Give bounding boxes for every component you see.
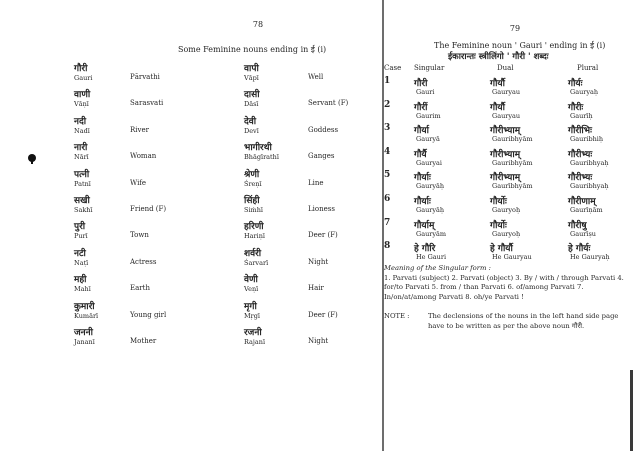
plural-form-devanagari: गौरीभिः — [568, 126, 592, 137]
noun-roman: Vāṇī — [74, 100, 89, 109]
noun-meaning: Town — [130, 231, 149, 240]
meaning-text: 1. Parvati (subject) 2. Parvati (object) 3. By / with / through Parvati 4. for/to Parvati 5. from / than Parvati 6. of/among Parvati 7. In/on/at/among Parvati 8. oh/ye Parvati ! — [384, 273, 624, 301]
singular-form-roman: Gauryāḥ — [416, 206, 445, 214]
right-page-heading: The Feminine noun ' Gauri ' ending in ई (i) — [434, 41, 606, 50]
noun-devanagari: सिंही — [244, 196, 260, 206]
noun-meaning: Wife — [130, 178, 147, 187]
case-number: 7 — [384, 217, 391, 228]
noun-devanagari: शर्वरी — [244, 248, 262, 259]
singular-form-roman: Gauri — [416, 88, 435, 96]
plural-form-devanagari: हे गौर्यः — [568, 244, 591, 255]
noun-meaning: Line — [308, 178, 324, 187]
plural-form-devanagari: गौरीभ्यः — [568, 173, 593, 184]
noun-devanagari: पुरी — [74, 222, 86, 233]
noun-meaning: Deer (F) — [308, 310, 338, 319]
dual-form-roman: Gaurībhyām — [492, 182, 533, 191]
noun-meaning: Hair — [308, 284, 324, 293]
case-number: 3 — [384, 123, 391, 134]
noun-roman: Bhāgīrathī — [244, 153, 279, 162]
case-number: 4 — [384, 146, 391, 157]
singular-form-roman: Gauryām — [416, 229, 447, 238]
noun-meaning: Earth — [130, 284, 150, 293]
plural-form-devanagari: गौरीषु — [568, 220, 587, 231]
noun-devanagari: कुमारी — [74, 301, 95, 312]
dual-form-devanagari: गौरीभ्याम् — [490, 173, 521, 184]
noun-meaning: Night — [308, 257, 329, 266]
noun-meaning: Goddess — [308, 125, 339, 134]
noun-roman: Siṁhī — [244, 206, 263, 214]
noun-devanagari: श्रेणी — [244, 169, 260, 180]
devanagari-heading: ईकारान्तः स्त्रीलिंगो ' गौरी ' शब्दः — [448, 52, 549, 62]
noun-roman: Purī — [74, 232, 88, 241]
singular-form-devanagari: गौरी — [414, 79, 428, 89]
meaning-section — [384, 264, 636, 302]
case-number: 1 — [384, 76, 391, 86]
left-page-heading: Some Feminine nouns ending in ई (i) — [178, 45, 327, 54]
note-section — [384, 312, 636, 331]
dual-form-devanagari: गौर्यौ — [490, 102, 505, 113]
header-case: Case — [384, 64, 402, 72]
noun-roman: Devī — [244, 126, 259, 135]
noun-devanagari: सखी — [74, 196, 90, 206]
singular-form-roman: Gauryā — [416, 135, 440, 144]
page-number-78: 78 — [252, 20, 264, 29]
noun-roman: Mṛgī — [244, 311, 261, 320]
dual-form-devanagari: गौरीभ्याम् — [490, 149, 521, 160]
right-page — [384, 0, 638, 451]
noun-meaning: Night — [308, 337, 329, 345]
meaning-title: Meaning of the Singular form : — [384, 264, 491, 272]
noun-meaning: Servant (F) — [308, 99, 349, 108]
noun-roman: Dāsī — [244, 100, 259, 109]
noun-meaning: Young girl — [130, 310, 167, 319]
noun-roman: Nārī — [74, 153, 89, 162]
dual-form-devanagari: गौर्यौ — [490, 79, 505, 89]
noun-roman: Patnī — [74, 179, 91, 188]
noun-meaning: Lioness — [308, 205, 335, 213]
noun-devanagari: नदी — [74, 116, 87, 127]
header-dual: Dual — [497, 64, 514, 72]
dual-form-devanagari: हे गौर्यौ — [490, 244, 513, 255]
noun-roman: Rajanī — [244, 338, 266, 346]
note-label: NOTE : — [384, 312, 410, 320]
noun-devanagari: नारी — [74, 143, 88, 154]
singular-form-devanagari: गौर्यै — [414, 149, 427, 160]
dual-form-devanagari: गौर्योः — [490, 197, 507, 207]
noun-roman: Śreṇī — [244, 179, 262, 188]
noun-devanagari: पत्नी — [74, 169, 90, 180]
plural-form-roman: Gaurīḥ — [570, 111, 593, 120]
case-number: 6 — [384, 194, 391, 204]
noun-meaning: Well — [308, 73, 324, 81]
header-singular: Singular — [414, 64, 445, 72]
noun-meaning: Friend (F) — [130, 205, 167, 213]
noun-devanagari: जननी — [74, 328, 93, 338]
dual-form-roman: Gauryau — [492, 88, 521, 96]
ink-blot — [28, 154, 36, 162]
noun-roman: Vāpī — [244, 74, 259, 82]
plural-form-roman: Gaurīṇām — [570, 206, 603, 214]
singular-form-roman: Gaurim — [416, 111, 441, 120]
noun-devanagari: वाणी — [74, 90, 91, 101]
noun-roman: Kumārī — [74, 311, 99, 320]
noun-meaning: Mother — [130, 337, 157, 345]
page-edge — [630, 370, 633, 451]
noun-roman: Sakhī — [74, 206, 93, 214]
noun-devanagari: वापी — [244, 64, 259, 74]
noun-meaning: Deer (F) — [308, 231, 338, 240]
noun-meaning: Pārvathi — [130, 73, 160, 81]
plural-form-devanagari: गौरीभ्यः — [568, 149, 593, 160]
noun-roman: Veṇī — [244, 285, 259, 294]
dual-form-roman: Gauryau — [492, 111, 521, 120]
plural-form-roman: Gaurīṣu — [570, 229, 596, 238]
singular-form-devanagari: गौर्याम् — [414, 220, 435, 231]
singular-form-devanagari: गौर्याः — [414, 197, 431, 207]
noun-devanagari: देवी — [244, 116, 257, 127]
noun-devanagari: वेणी — [244, 275, 258, 286]
plural-form-devanagari: गौरीः — [568, 102, 584, 113]
singular-form-roman: Gauryāḥ — [416, 182, 445, 191]
dual-form-roman: Gauryoḥ — [492, 229, 521, 238]
plural-form-roman: Gauribhyaḥ — [570, 158, 609, 167]
noun-roman: Jananī — [74, 338, 95, 346]
case-number: 5 — [384, 170, 391, 181]
header-plural: Plural — [577, 64, 599, 72]
plural-form-devanagari: गौर्यः — [568, 79, 583, 89]
noun-meaning: River — [130, 125, 149, 134]
noun-devanagari: दासी — [244, 90, 260, 101]
noun-devanagari: रजनी — [244, 328, 262, 338]
noun-roman: Gauri — [74, 74, 93, 82]
singular-form-devanagari: गौर्या — [414, 126, 429, 137]
case-number: 8 — [384, 241, 391, 252]
plural-form-roman: Gauryaḥ — [570, 88, 599, 96]
noun-devanagari: नटी — [74, 248, 86, 259]
dual-form-roman: Gauryoḥ — [492, 206, 521, 214]
noun-devanagari: मही — [74, 275, 87, 286]
plural-form-roman: He Gauryaḥ — [570, 253, 610, 262]
noun-roman: Mahī — [74, 285, 91, 294]
dual-form-roman: Gauribhyām — [492, 135, 533, 144]
dual-form-devanagari: गौरीभ्याम् — [490, 126, 521, 137]
plural-form-roman: Gauribhyaḥ — [570, 182, 609, 191]
dual-form-roman: Gauribhyām — [492, 158, 533, 167]
singular-form-devanagari: हे गौरि — [414, 244, 436, 255]
noun-devanagari: भागीरथी — [244, 143, 272, 154]
singular-form-devanagari: गौर्याः — [414, 173, 431, 184]
dual-form-devanagari: गौर्योः — [490, 220, 507, 231]
noun-meaning: Woman — [130, 152, 157, 161]
noun-meaning: Actress — [130, 257, 157, 266]
page-number-79: 79 — [509, 24, 521, 33]
noun-roman: Hariṇī — [244, 232, 265, 241]
noun-devanagari: मृगी — [244, 301, 257, 312]
noun-devanagari: हरिणी — [244, 222, 264, 233]
singular-form-roman: Gauryai — [416, 158, 442, 167]
plural-form-roman: Gauribhiḥ — [570, 135, 604, 144]
noun-meaning: Sarasvati — [130, 99, 164, 108]
dual-form-roman: He Gauryau — [492, 253, 532, 262]
noun-roman: Nadī — [74, 126, 90, 135]
noun-roman: Śarvarī — [244, 258, 269, 267]
note-text: The declensions of the nouns in the left hand side page have to be written as per the above noun गौरी. — [428, 312, 619, 330]
noun-devanagari: गौरी — [74, 64, 88, 74]
singular-form-devanagari: गौरीं — [414, 102, 428, 113]
noun-meaning: Ganges — [308, 152, 335, 161]
noun-roman: Naṭī — [74, 258, 89, 267]
singular-form-roman: He Gauri — [416, 253, 447, 262]
case-number: 2 — [384, 99, 391, 110]
plural-form-devanagari: गौरीणाम् — [568, 197, 596, 207]
